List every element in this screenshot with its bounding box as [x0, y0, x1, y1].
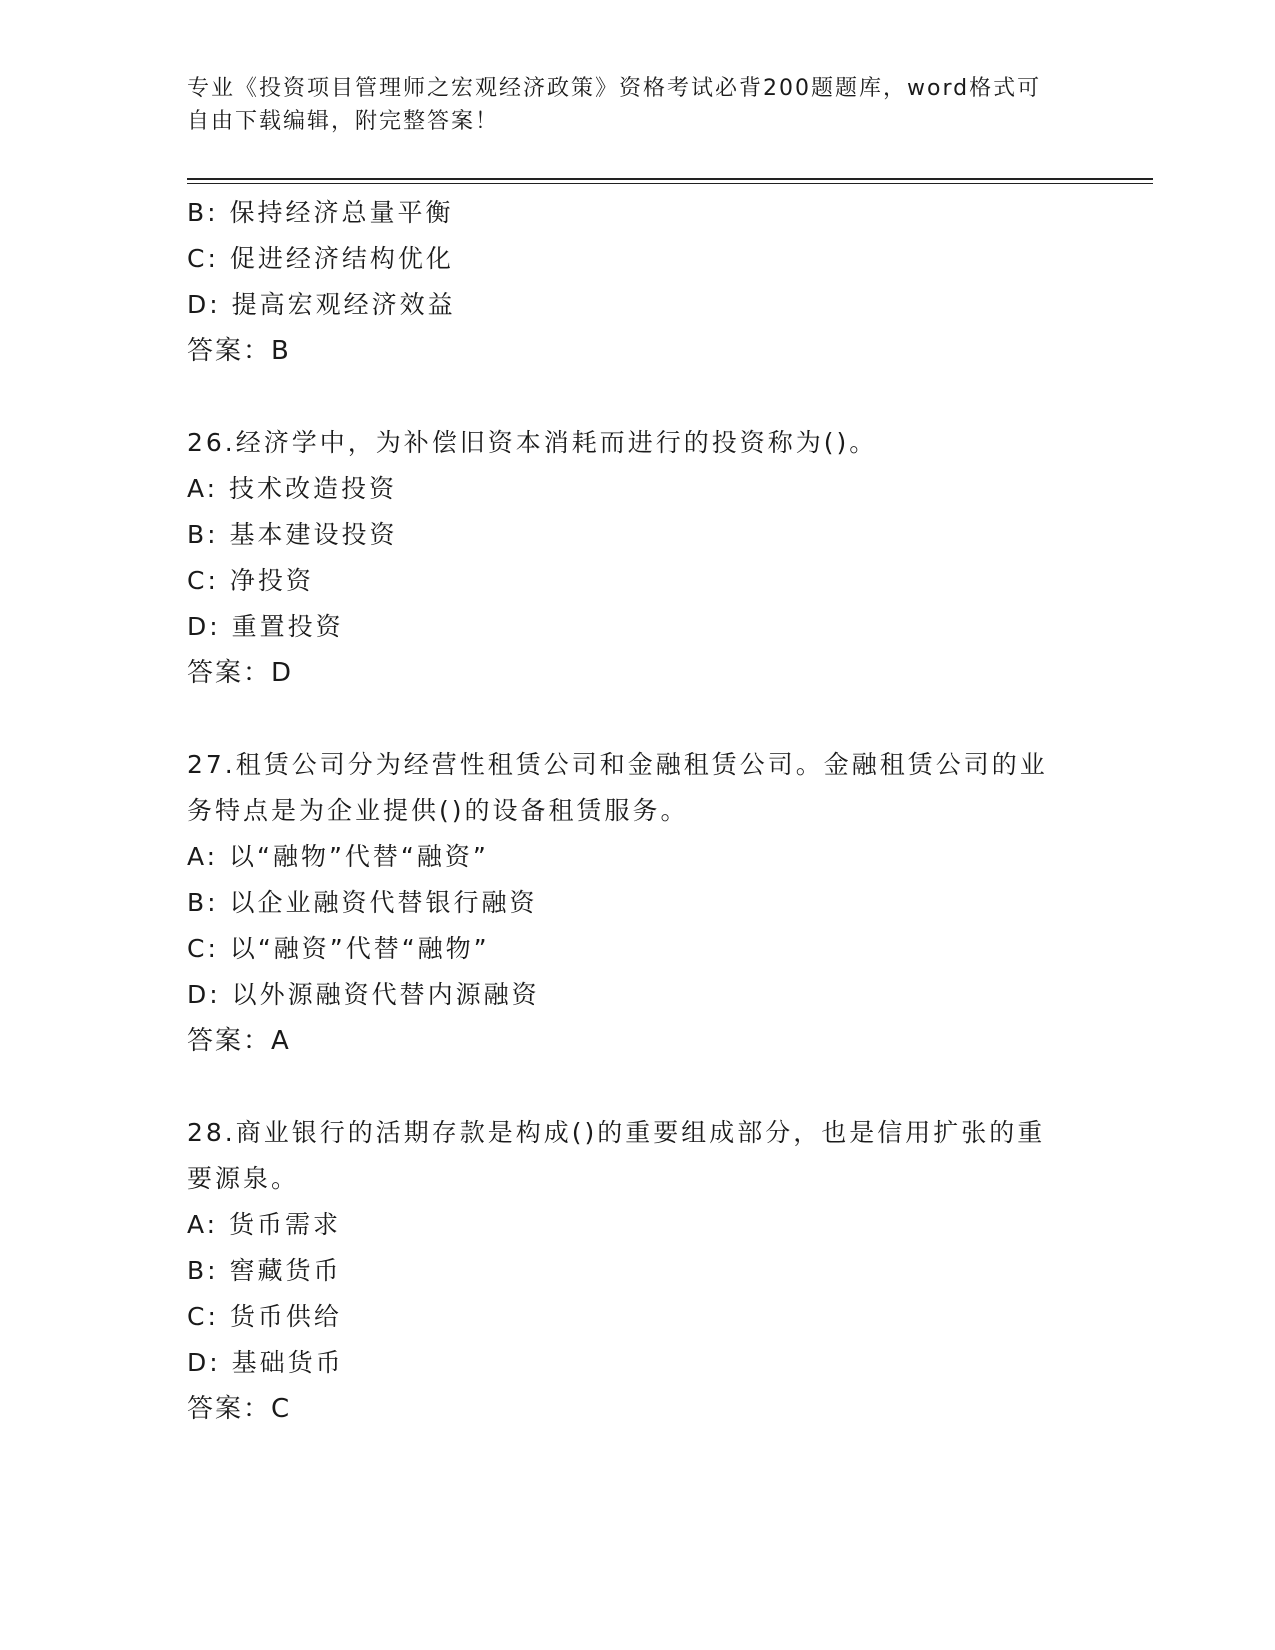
header-line-2: 自由下载编辑，附完整答案！: [187, 109, 500, 134]
option-a: A: 以“融物”代替“融资”: [187, 842, 489, 871]
answer: 答案：B: [187, 336, 291, 366]
header-rule-thin: [187, 183, 1153, 184]
question-26: [187, 420, 1087, 696]
header-line-1: 专业《投资项目管理师之宏观经济政策》资格考试必背200题题库，word格式可: [187, 76, 1042, 101]
header-rule-thick: [187, 178, 1153, 180]
document-body: [187, 190, 1087, 1432]
option-a: A: 货币需求: [187, 1210, 342, 1239]
question-27: [187, 742, 1087, 1064]
document-header: [187, 72, 1067, 138]
prev-question-block: [187, 190, 1087, 374]
answer: 答案：C: [187, 1394, 292, 1424]
question-28: [187, 1110, 1087, 1432]
option-d: D: 以外源融资代替内源融资: [187, 980, 540, 1009]
option-d: D: 重置投资: [187, 612, 344, 641]
option-b: B: 窖藏货币: [187, 1256, 342, 1285]
option-b: B: 保持经济总量平衡: [187, 198, 454, 227]
option-a: A: 技术改造投资: [187, 474, 398, 503]
question-text-cont: 要源泉。: [187, 1164, 300, 1193]
spacer: [187, 696, 1087, 742]
question-text: 26.经济学中，为补偿旧资本消耗而进行的投资称为()。: [187, 428, 878, 457]
option-d: D: 提高宏观经济效益: [187, 290, 456, 319]
question-text: 27.租赁公司分为经营性租赁公司和金融租赁公司。金融租赁公司的业: [187, 750, 1048, 779]
question-text: 28.商业银行的活期存款是构成()的重要组成部分，也是信用扩张的重: [187, 1118, 1046, 1147]
option-c: C: 货币供给: [187, 1302, 342, 1331]
spacer: [187, 374, 1087, 420]
question-text-cont: 务特点是为企业提供()的设备租赁服务。: [187, 796, 689, 825]
option-c: C: 净投资: [187, 566, 314, 595]
spacer: [187, 1064, 1087, 1110]
option-d: D: 基础货币: [187, 1348, 344, 1377]
answer: 答案：D: [187, 658, 294, 688]
option-c: C: 以“融资”代替“融物”: [187, 934, 490, 963]
option-b: B: 基本建设投资: [187, 520, 398, 549]
option-b: B: 以企业融资代替银行融资: [187, 888, 538, 917]
option-c: C: 促进经济结构优化: [187, 244, 454, 273]
answer: 答案：A: [187, 1026, 291, 1056]
